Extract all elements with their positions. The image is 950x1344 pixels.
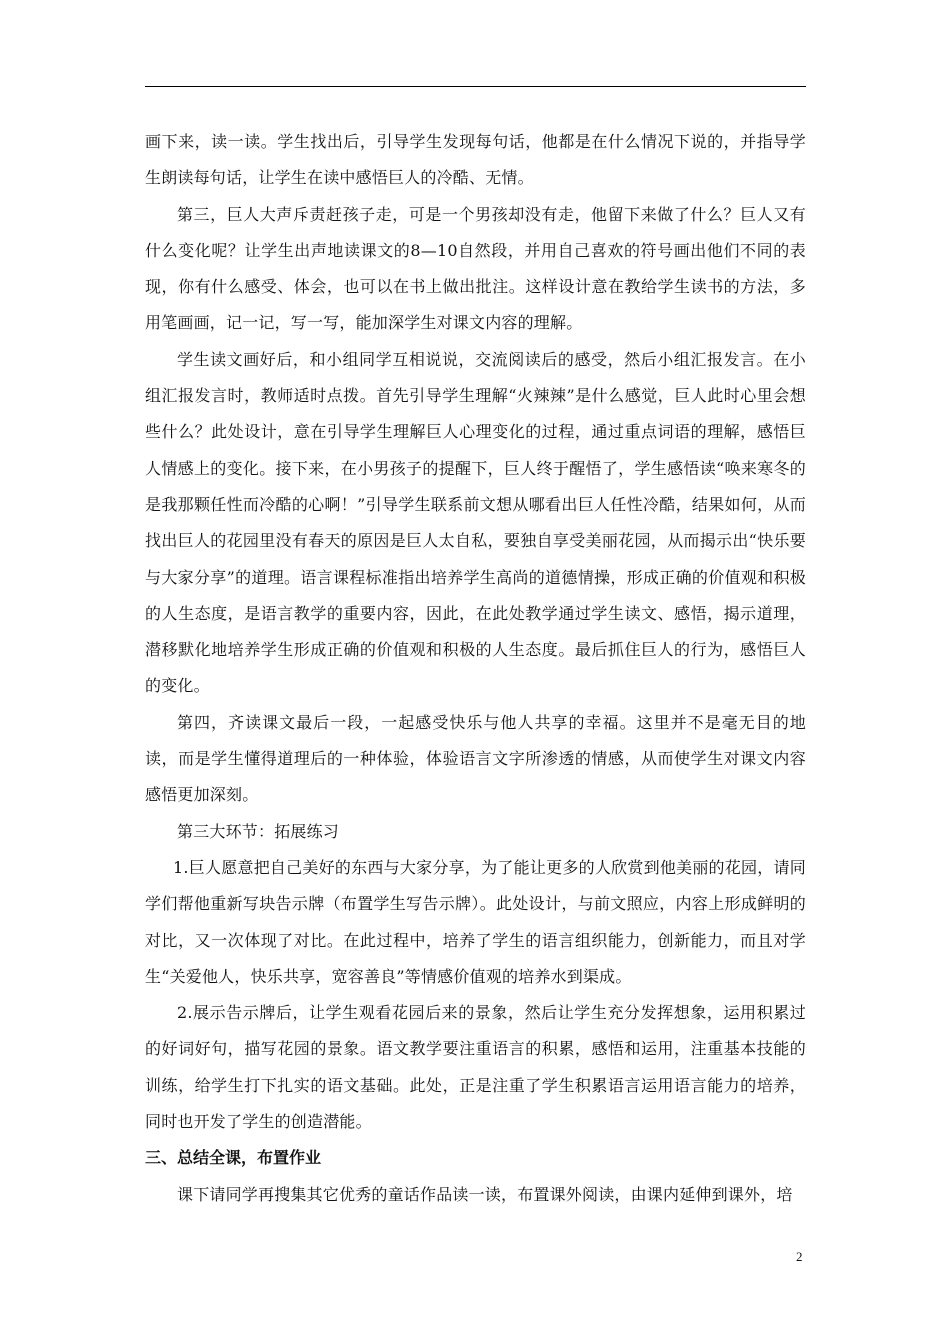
document-body [145, 124, 806, 1213]
list-item-1: 1.巨人愿意把自己美好的东西与大家分享，为了能让更多的人欣赏到他美丽的花园，请同学们帮他重新写块告示牌（布置学生写告示牌）。此处设计，与前文照应，内容上形成鲜明的对比，又一次体现了对比。在此过程中，培养了学生的语言组织能力，创新能力，而且对学生“关爱他人，快乐共享，宽容善良”等情感价值观的培养水到渠成。 [145, 857, 806, 986]
header-rule [145, 86, 806, 87]
paragraph-third-step: 第三，巨人大声斥责赶孩子走，可是一个男孩却没有走，他留下来做了什么？巨人又有什么变化呢？让学生出声地读课文的8—10自然段，并用自己喜欢的符号画出他们不同的表现，你有什么感受、体会，也可以在书上做出批注。这样设计意在教给学生读书的方法，多用笔画画，记一记，写一写，能加深学生对课文内容的理解。 [145, 204, 806, 333]
section-label-extension-practice: 第三大环节：拓展练习 [177, 821, 340, 841]
paragraph-fourth-step: 第四，齐读课文最后一段，一起感受快乐与他人共享的幸福。这里并不是毫无目的地读，而是学生懂得道理后的一种体验，体验语言文字所渗透的情感，从而使学生对课文内容感悟更加深刻。 [145, 712, 806, 805]
section-heading-summary: 三、总结全课，布置作业 [145, 1148, 322, 1168]
list-item-2: 2.展示告示牌后，让学生观看花园后来的景象，然后让学生充分发挥想象，运用积累过的好词好句，描写花园的景象。语文教学要注重语言的积累，感悟和运用，注重基本技能的训练，给学生打下扎实的语文基础。此处，正是注重了学生积累语言运用语言能力的培养，同时也开发了学生的创造潜能。 [145, 1003, 806, 1132]
paragraph-homework: 课下请同学再搜集其它优秀的童话作品读一读，布置课外阅读，由课内延伸到课外，培 [177, 1184, 793, 1204]
paragraph-group-discussion: 学生读文画好后，和小组同学互相说说，交流阅读后的感受，然后小组汇报发言。在小组汇报发言时，教师适时点拨。首先引导学生理解“火辣辣”是什么感觉，巨人此时心里会想些什么？此处设计，意在引导学生理解巨人心理变化的过程，通过重点词语的理解，感悟巨人情感上的变化。接下来，在小男孩子的提醒下，巨人终于醒悟了，学生感悟读“唤来寒冬的是我那颗任性而冷酷的心啊！”引导学生联系前文想从哪看出巨人任性冷酷，结果如何，从而找出巨人的花园里没有春天的原因是巨人太自私，要独自享受美丽花园，从而揭示出“快乐要与大家分享”的道理。语言课程标准指出培养学生高尚的道德情操，形成正确的价值观和积极的人生态度，是语言教学的重要内容，因此，在此处教学通过学生读文、感悟，揭示道理，潜移默化地培养学生形成正确的价值观和积极的人生态度。最后抓住巨人的行为，感悟巨人的变化。 [145, 349, 806, 696]
page-number: 2 [796, 1249, 803, 1264]
paragraph-continuation: 画下来，读一读。学生找出后，引导学生发现每句话，他都是在什么情况下说的，并指导学生朗读每句话，让学生在读中感悟巨人的冷酷、无情。 [145, 132, 806, 188]
